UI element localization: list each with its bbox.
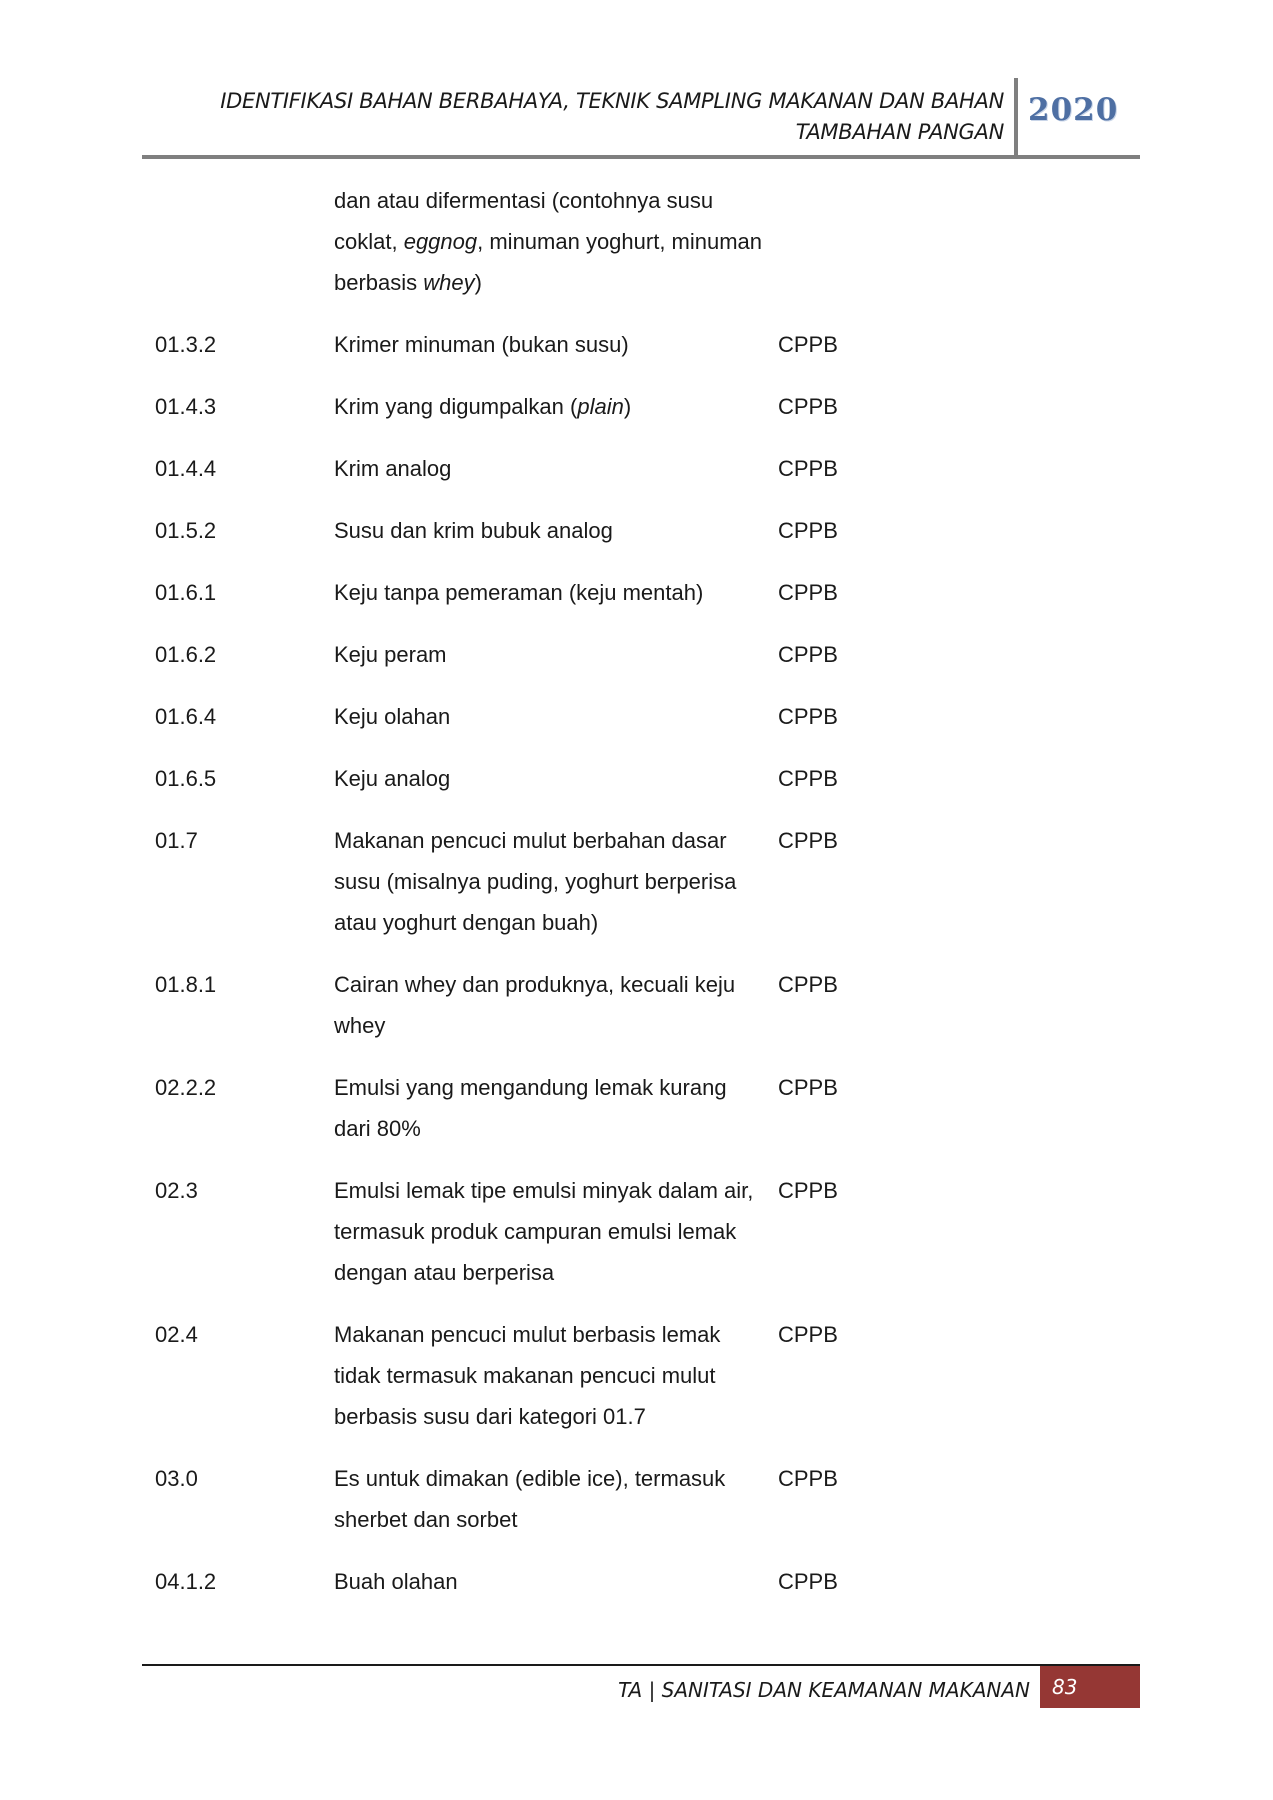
page-number: 83 [1040, 1666, 1140, 1708]
row-requirement: CPPB [778, 518, 838, 543]
desc-text: Krim yang digumpalkan ( [334, 394, 578, 419]
row-description: Susu dan krim bubuk analog [334, 518, 613, 543]
row-code: 01.6.4 [155, 704, 217, 729]
row-description: Krim analog [334, 456, 452, 481]
table-row [155, 572, 1015, 613]
header-title [144, 86, 1004, 148]
row-requirement: CPPB [778, 1466, 838, 1491]
row-requirement: CPPB [778, 972, 838, 997]
table-row [155, 1170, 1015, 1293]
row-code: 01.3.2 [155, 332, 217, 357]
food-category-table [155, 180, 1015, 1623]
row-requirement: CPPB [778, 1322, 838, 1347]
desc-italic: eggnog [403, 229, 478, 254]
row-code: 01.4.4 [155, 456, 217, 481]
desc-italic: whey [423, 270, 475, 295]
footer-text: TA | SANITASI DAN KEAMANAN MAKANAN [618, 1678, 1030, 1702]
footer-rule [142, 1664, 1140, 1666]
table-row [155, 510, 1015, 551]
row-description: Emulsi lemak tipe emulsi minyak dalam air, termasuk produk campuran emulsi lemak dengan atau berperisa [334, 1178, 754, 1285]
row-requirement: CPPB [778, 1075, 838, 1100]
header-title-line1: IDENTIFIKASI BAHAN BERBAHAYA, TEKNIK SAMPLING MAKANAN DAN BAHAN [220, 89, 1004, 113]
desc-text: ) [474, 270, 482, 295]
row-code: 01.8.1 [155, 972, 217, 997]
header-rule [142, 155, 1140, 159]
header-year: 2020 [1028, 92, 1119, 128]
row-requirement: CPPB [778, 704, 838, 729]
row-requirement: CPPB [778, 828, 838, 853]
table-row [155, 448, 1015, 489]
row-description: Keju peram [334, 642, 447, 667]
row-description: Es untuk dimakan (edible ice), termasuk sherbet dan sorbet [334, 1466, 726, 1532]
table-row [155, 324, 1015, 365]
row-code: 03.0 [155, 1466, 198, 1491]
header-title-line2: TAMBAHAN PANGAN [795, 120, 1004, 144]
table-row [155, 758, 1015, 799]
row-description: Keju olahan [334, 704, 451, 729]
row-description: Makanan pencuci mulut berbasis lemak tidak termasuk makanan pencuci mulut berbasis susu dari kategori 01.7 [334, 1322, 721, 1429]
table-row [155, 1458, 1015, 1540]
row-code: 02.2.2 [155, 1075, 217, 1100]
row-description: Makanan pencuci mulut berbahan dasar susu (misalnya puding, yoghurt berperisa atau yoghurt dengan buah) [334, 828, 737, 935]
table-row-continuation [155, 180, 1015, 303]
row-requirement: CPPB [778, 766, 838, 791]
row-code: 04.1.2 [155, 1569, 217, 1594]
table-row [155, 634, 1015, 675]
table-row [155, 1561, 1015, 1602]
row-code: 01.4.3 [155, 394, 217, 419]
row-description: Emulsi yang mengandung lemak kurang dari 80% [334, 1075, 727, 1141]
row-description: Cairan whey dan produknya, kecuali keju whey [334, 972, 736, 1038]
table-row [155, 1067, 1015, 1149]
row-requirement: CPPB [778, 580, 838, 605]
row-code: 01.7 [155, 828, 198, 853]
row-requirement: CPPB [778, 332, 838, 357]
header-divider [1014, 78, 1018, 156]
table-row [155, 386, 1015, 427]
table-row [155, 1314, 1015, 1437]
page-header [142, 78, 1140, 156]
desc-text: , minuman yoghurt, minuman berbasis [334, 229, 763, 295]
table-row [155, 820, 1015, 943]
row-requirement: CPPB [778, 642, 838, 667]
row-requirement: CPPB [778, 1178, 838, 1203]
row-requirement: CPPB [778, 394, 838, 419]
row-code: 01.6.5 [155, 766, 217, 791]
desc-text: dan atau difermentasi (contohnya susu coklat, [334, 188, 714, 254]
row-requirement: CPPB [778, 456, 838, 481]
row-code: 01.5.2 [155, 518, 217, 543]
row-code: 02.3 [155, 1178, 198, 1203]
row-requirement: CPPB [778, 1569, 838, 1594]
row-description: Keju analog [334, 766, 451, 791]
desc-italic: plain [577, 394, 624, 419]
row-description: Krimer minuman (bukan susu) [334, 332, 629, 357]
row-description: Keju tanpa pemeraman (keju mentah) [334, 580, 704, 605]
row-description: Buah olahan [334, 1569, 458, 1594]
row-description [334, 386, 764, 427]
row-code: 02.4 [155, 1322, 198, 1347]
table-row [155, 964, 1015, 1046]
desc-text: ) [623, 394, 632, 419]
row-code: 01.6.2 [155, 642, 217, 667]
row-description [334, 180, 764, 303]
row-code: 01.6.1 [155, 580, 217, 605]
table-row [155, 696, 1015, 737]
